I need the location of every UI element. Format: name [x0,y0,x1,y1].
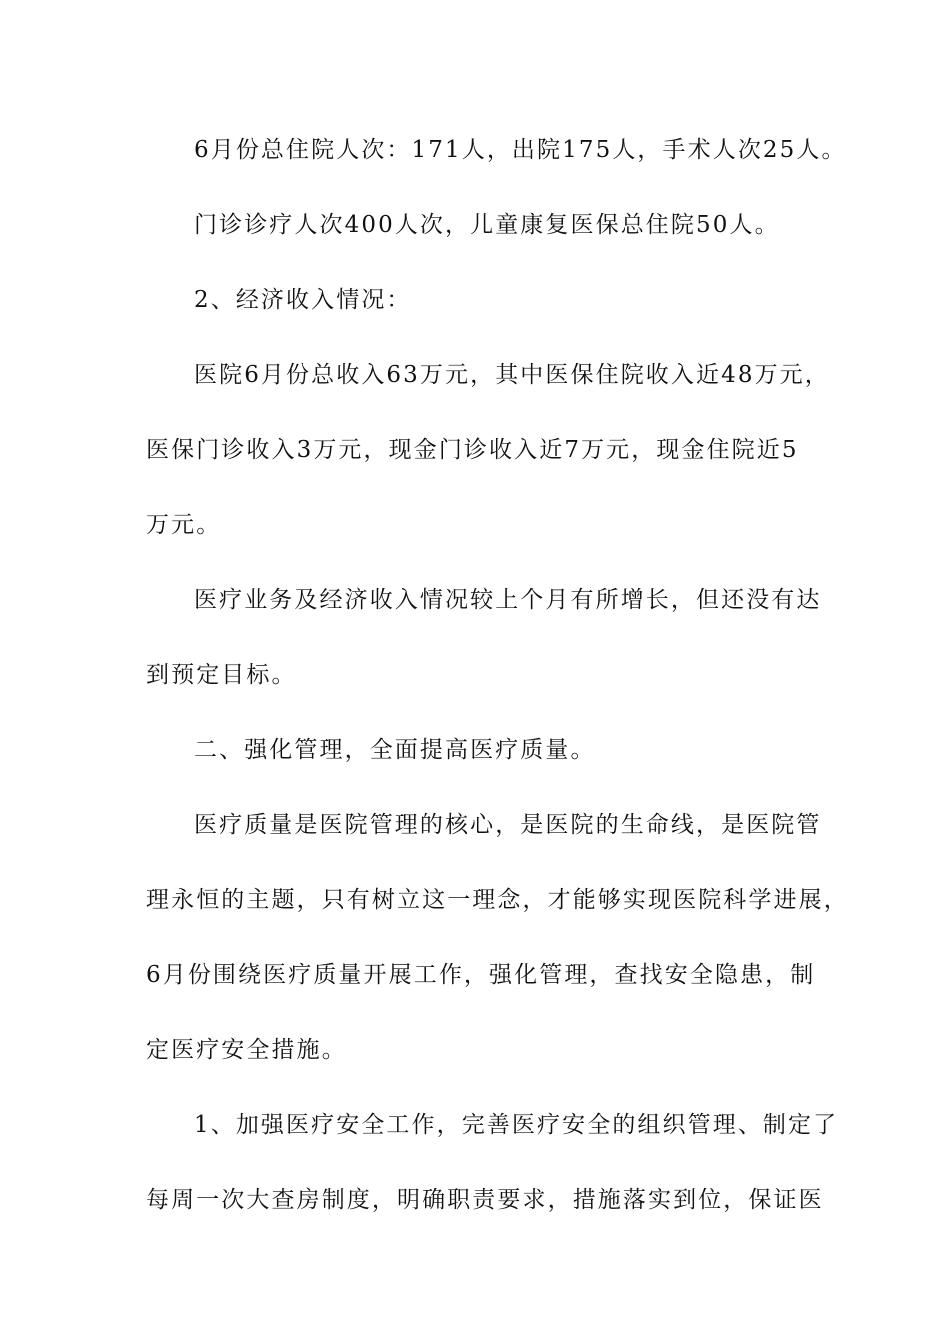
paragraph-quality-line-4: 定医疗安全措施。 [146,1037,347,1063]
heading-economic-income: 2、经济收入情况： [194,287,412,313]
paragraph-quality-line-2: 理永恒的主题，只有树立这一理念，才能够实现医院科学进展， [146,887,849,913]
paragraph-growth-line-1: 医疗业务及经济收入情况较上个月有所增长，但还没有达 [194,587,822,613]
paragraph-quality-line-3: 6月份围绕医疗质量开展工作，强化管理，查找安全隐患，制 [146,962,816,988]
paragraph-income-line-1: 医院6月份总收入63万元，其中医保住院收入近48万元， [194,362,830,388]
paragraph-safety-line-1: 1、加强医疗安全工作，完善医疗安全的组织管理、制定了 [194,1112,839,1138]
paragraph-safety-line-2: 每周一次大查房制度，明确职责要求，措施落实到位，保证医 [146,1187,824,1213]
paragraph-quality-line-1: 医疗质量是医院管理的核心，是医院的生命线，是医院管 [194,812,822,838]
paragraph-income-line-3: 万元。 [146,512,222,538]
heading-strengthen-management: 二、强化管理，全面提高医疗质量。 [194,737,596,763]
paragraph-income-line-2: 医保门诊收入3万元，现金门诊收入近7万元，现金住院近5 [146,437,799,463]
paragraph-growth-line-2: 到预定目标。 [146,662,297,688]
paragraph-outpatient-stats: 门诊诊疗人次400人次，儿童康复医保总住院50人。 [194,212,780,238]
paragraph-inpatient-stats: 6月份总住院人次：171人，出院175人，手术人次25人。 [194,137,847,163]
